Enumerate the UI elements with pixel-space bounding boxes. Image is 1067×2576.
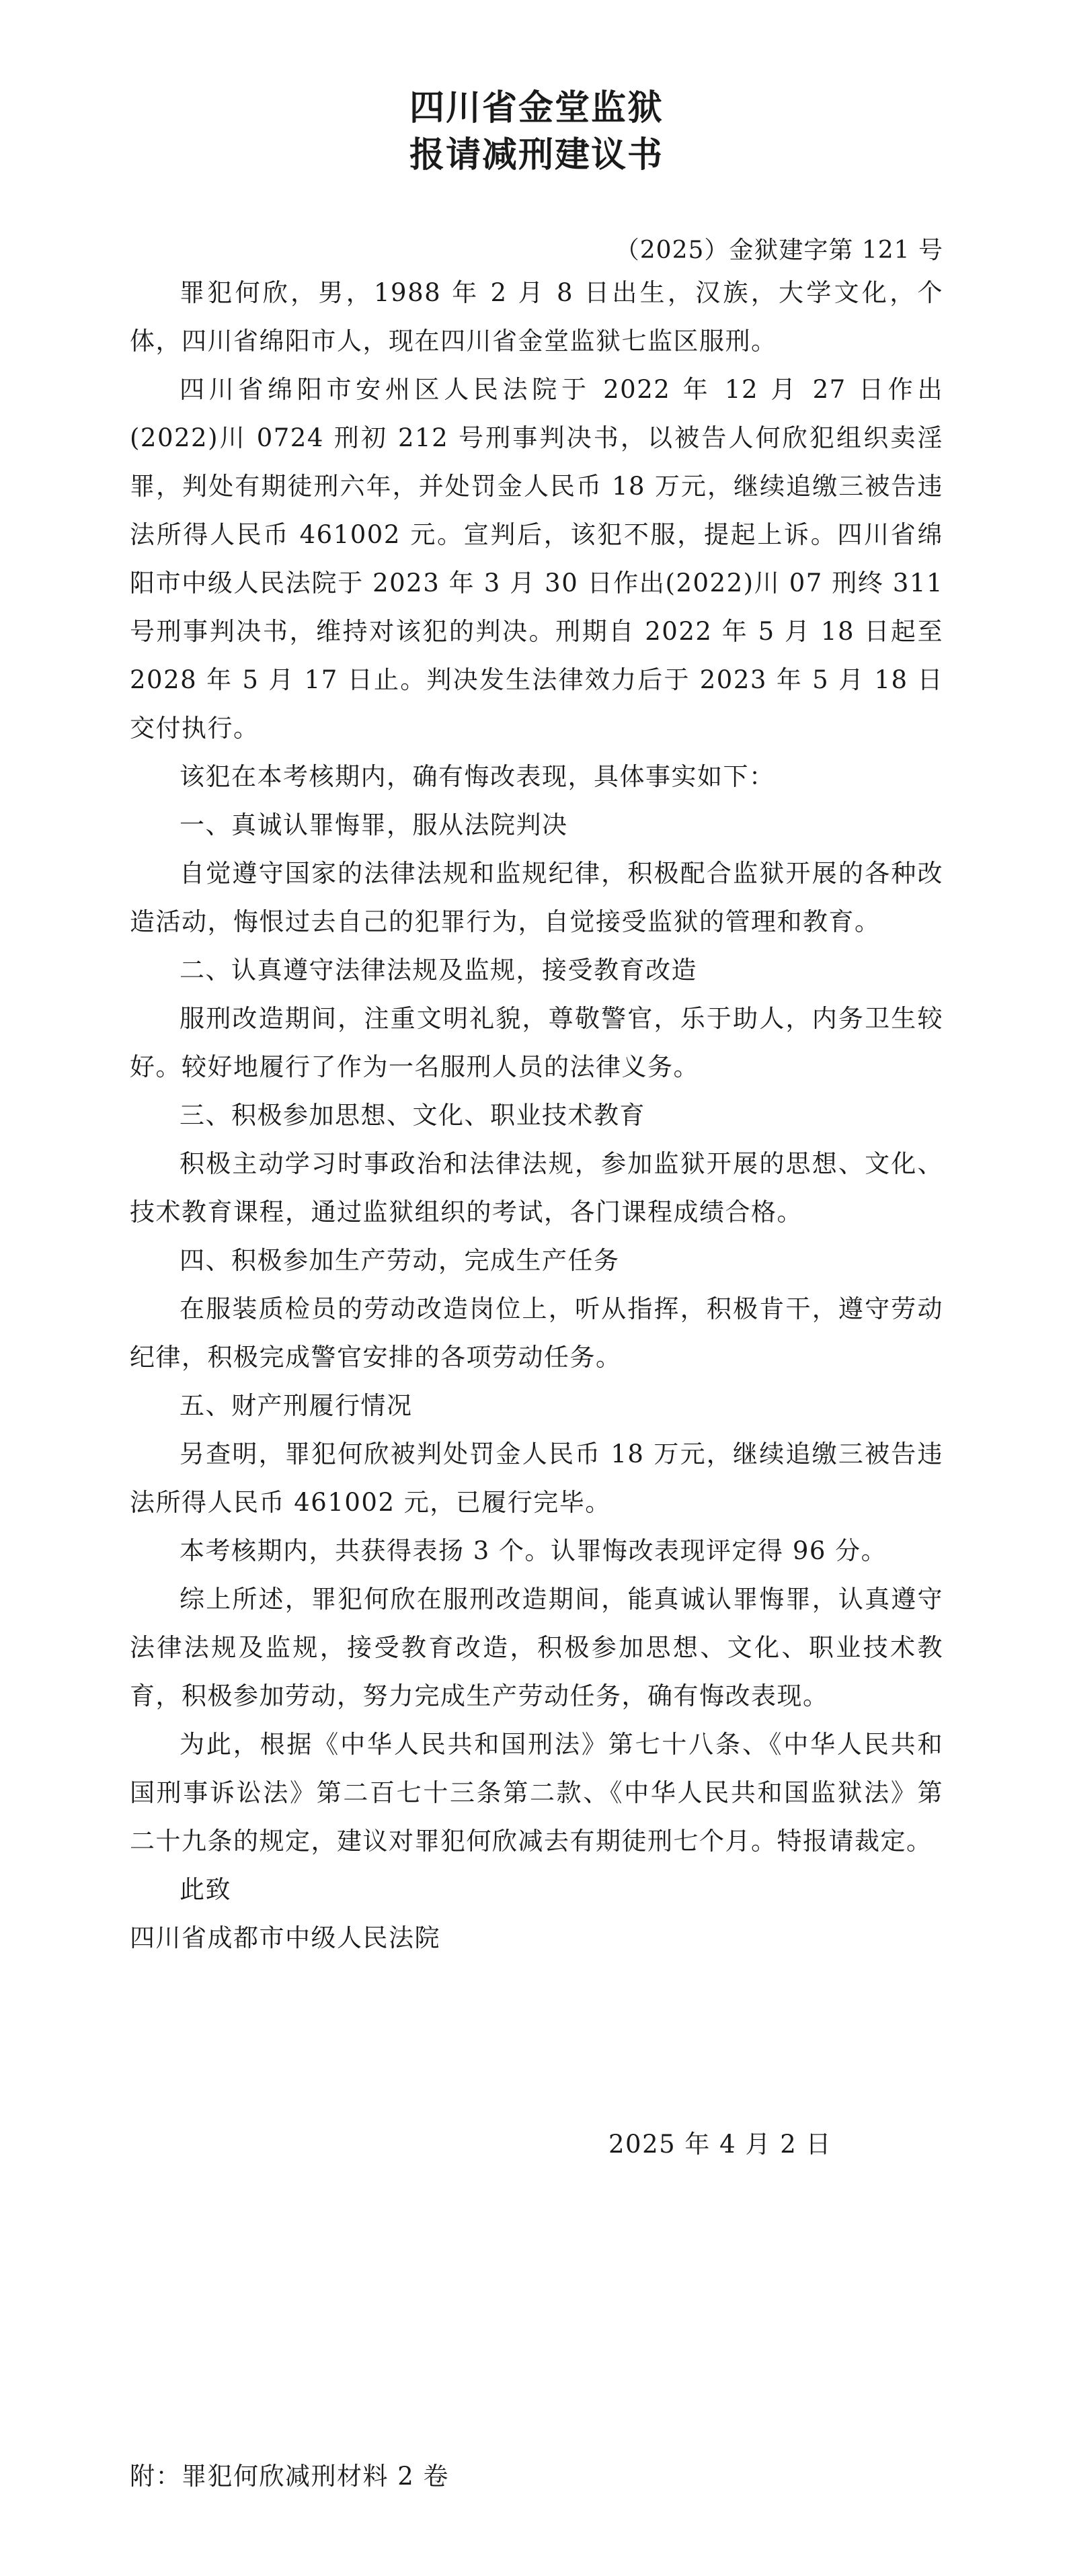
section-heading-4: 四、积极参加生产劳动，完成生产任务 [180,1246,620,1275]
section-heading-2: 二、认真遵守法律法规及监规，接受教育改造 [180,956,697,985]
section-heading-3: 三、积极参加思想、文化、职业技术教育 [180,1101,645,1130]
paragraph-personal-info: 罪犯何欣，男，1988 年 2 月 8 日出生，汉族，大学文化，个体，四川省绵阳市人，现在四川省金堂监狱七监区服刑。 [130,278,943,356]
document-number: （2025）金狱建字第 121 号 [615,237,943,264]
paragraph-judgment: 四川省绵阳市安州区人民法院于 2022 年 12 月 27 日作出(2022)川 0724 刑初 212 号刑事判决书，以被告人何欣犯组织卖淫罪，判处有期徒刑六年，并处罚金人民币 18 万元，继续追缴三被告违法所得人民币 461002 元。宣判后，该犯不服，提起上诉。四川省绵阳市中级人民法院于 2023 年 3 月 30 日作出(2022)川 07 刑终 311 号刑事判决书，维持对该犯的判决。刑期自 2022 年 5 月 18 日起至 2028 年 5 月 17 日止。判决发生法律效力后于 2023 年 5 月 18 日交付执行。 [130,375,943,743]
paragraph-salutation: 此致 [180,1875,231,1904]
document-title-line1: 四川省金堂监狱 [409,88,664,128]
document-date: 2025 年 4 月 2 日 [608,2130,832,2159]
paragraph-assessment: 本考核期内，共获得表扬 3 个。认罪悔改表现评定得 96 分。 [180,1536,887,1565]
section-body-4: 在服装质检员的劳动改造岗位上，听从指挥，积极肯干，遵守劳动纪律，积极完成警官安排的各项劳动任务。 [130,1294,943,1372]
section-body-3: 积极主动学习时事政治和法律法规，参加监狱开展的思想、文化、技术教育课程，通过监狱组织的考试，各门课程成绩合格。 [130,1149,943,1227]
section-body-5: 另查明，罪犯何欣被判处罚金人民币 18 万元，继续追缴三被告违法所得人民币 461002 元，已履行完毕。 [130,1440,943,1517]
section-body-1: 自觉遵守国家的法律法规和监规纪律，积极配合监狱开展的各种改造活动，悔恨过去自己的犯罪行为，自觉接受监狱的管理和教育。 [130,859,943,936]
paragraph-recommendation: 为此，根据《中华人民共和国刑法》第七十八条、《中华人民共和国刑事诉讼法》第二百七十三条第二款、《中华人民共和国监狱法》第二十九条的规定，建议对罪犯何欣减去有期徒刑七个月。特报请裁定。 [130,1730,943,1856]
document-title-line2: 报请减刑建议书 [409,135,664,175]
section-heading-5: 五、财产刑履行情况 [180,1391,413,1420]
attachment-note: 附：罪犯何欣减刑材料 2 卷 [130,2462,450,2491]
document-body [130,269,943,1962]
paragraph-intro: 该犯在本考核期内，确有悔改表现，具体事实如下： [180,762,775,791]
paragraph-summary: 综上所述，罪犯何欣在服刑改造期间，能真诚认罪悔罪，认真遵守法律法规及监规，接受教育改造，积极参加思想、文化、职业技术教育，积极参加劳动，努力完成生产劳动任务，确有悔改表现。 [130,1585,943,1710]
recipient-court: 四川省成都市中级人民法院 [130,1923,440,1952]
section-heading-1: 一、真诚认罪悔罪，服从法院判决 [180,811,568,839]
section-body-2: 服刑改造期间，注重文明礼貌，尊敬警官，乐于助人，内务卫生较好。较好地履行了作为一名服刑人员的法律义务。 [130,1004,943,1081]
